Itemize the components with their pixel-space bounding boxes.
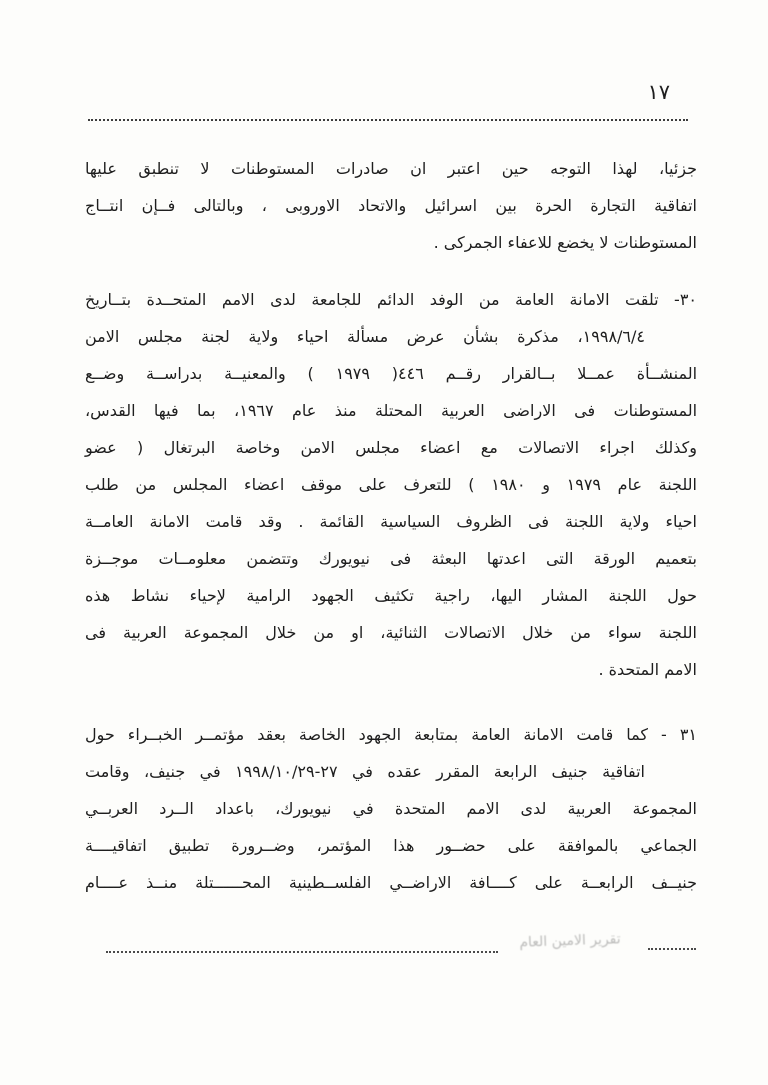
paragraph-31 bbox=[85, 716, 697, 901]
text-line: بتعميم الورقة التى اعدتها البعثة فى نيويورك وتتضمن معلومــات موجــزة bbox=[85, 549, 697, 568]
text-line: اتفاقية جنيف الرابعة المقرر عقده في ٢٧-١٩٩٨/١٠/٢٩ في جنيف، وقامت bbox=[85, 762, 646, 781]
text-line: ٣٠- تلقت الامانة العامة من الوفد الدائم للجامعة لدى الامم المتحــدة بتــاريخ bbox=[85, 290, 697, 309]
text-line: ٣١ - كما قامت الامانة العامة بمتابعة الجهود الخاصة بعقد مؤتمــر الخبــراء حول bbox=[85, 725, 697, 744]
text-line: المستوطنات لا يخضع للاعفاء الجمركى . bbox=[433, 233, 697, 252]
paragraph-30 bbox=[85, 281, 697, 688]
text-line: المنشــأة عمــلا بــالقرار رقــم ٤٤٦( ١٩٧٩ ) والمعنيــة بدراســة وضــع bbox=[85, 364, 698, 383]
footer-ghost-stamp: تقرير الامين العام bbox=[519, 931, 621, 951]
footer-dotted-rule-segment bbox=[648, 948, 696, 950]
text-line: جنيــف الرابعــة على كــــافة الاراضــي الفلســطينية المحــــــتلة منــذ عــــام bbox=[85, 873, 697, 892]
text-line: ١٩٩٨/٦/٤، مذكرة بشأن عرض مسألة احياء ولاية لجنة مجلس الامن bbox=[85, 327, 645, 346]
header-dotted-rule bbox=[88, 119, 688, 121]
text-line: الامم المتحدة . bbox=[598, 660, 697, 679]
text-line: اتفاقية التجارة الحرة بين اسرائيل والاتحاد الاوروبى ، وبالتالى فــإن انتــاج bbox=[85, 196, 697, 215]
text-line: المجموعة العربية لدى الامم المتحدة في نيويورك، باعداد الــرد العربــي bbox=[85, 799, 697, 818]
text-line: جزئيا، لهذا التوجه حين اعتبر ان صادرات المستوطنات لا تنطبق عليها bbox=[85, 159, 697, 178]
paragraph-continuation bbox=[85, 150, 697, 261]
footer-dotted-rule bbox=[106, 951, 498, 953]
text-line: وكذلك اجراء الاتصالات مع اعضاء مجلس الامن وخاصة البرتغال ( عضو bbox=[85, 438, 697, 457]
page-number: ١٧ bbox=[647, 80, 670, 104]
text-line: المستوطنات فى الاراضى العربية المحتلة منذ عام ١٩٦٧، بما فيها القدس، bbox=[85, 401, 698, 420]
text-line: حول اللجنة المشار اليها، راجية تكثيف الجهود الرامية لإحياء نشاط هذه bbox=[85, 586, 697, 605]
text-line: احياء ولاية اللجنة فى الظروف السياسية القائمة . وقد قامت الامانة العامــة bbox=[85, 512, 697, 531]
text-line: اللجنة سواء من خلال الاتصالات الثنائية، او من خلال المجموعة العربية فى bbox=[85, 623, 697, 642]
text-line: الجماعي بالموافقة على حضــور هذا المؤتمر، وضــرورة تطبيق اتفاقيــــة bbox=[85, 836, 697, 855]
text-line: اللجنة عام ١٩٧٩ و ١٩٨٠ ) للتعرف على موقف اعضاء المجلس من طلب bbox=[85, 475, 697, 494]
